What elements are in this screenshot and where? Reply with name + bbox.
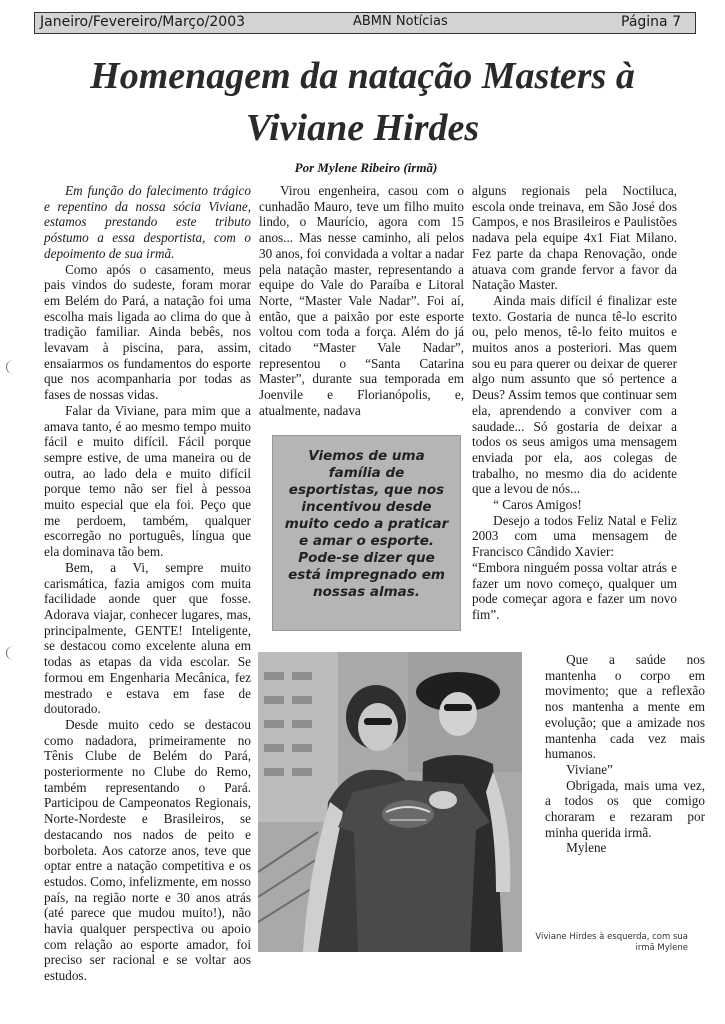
column-1 [44,183,251,984]
signature-viviane: Viviane” [566,761,613,777]
paragraph: Desde muito cedo se destacou como nadadora, primeiramente no Tênis Clube de Belém do Pará, posteriormente no Clube do Remo, também representando o Pará. Participou de Campeonatos Regionais, Norte-Nordeste e Brasileiros, se destacando nos nados de peito e borboleta. Aos catorze anos, teve que optar entre a natação competitiva e os estudos. Como, infelizmente, em nosso país, na região norte e 30 anos atrás (até parece que mudou muito!), não havia qualquer perspectiva ou apoio com relação ao esporte amador, foi preciso ser racional e se voltar aos estudos. [44,716,251,984]
photo-caption: Viviane Hirdes à esquerda, com sua irmã Mylene [535,932,688,953]
title-line-1: Homenagem da natação Masters à [90,55,635,97]
page-header [34,12,696,34]
column-2 [259,183,464,419]
intro-paragraph: Em função do falecimento trágico e repentino da nossa sócia Viviane, estamos prestando este tributo póstumo a essa desportista, com o depoimento de sua irmã. [44,183,251,261]
punch-hole-mark [6,360,21,374]
column-3 [472,183,677,623]
paragraph: Ainda mais difícil é finalizar este texto. Gostaria de nunca tê-lo escrito ou, pelo menos, tê-lo feito muitos e muitos anos a posteriori. Mas quem sou eu para querer ou deixar de querer algo num assunto que só pertence a Deus? Assim temos que continuar sem ela, aprendendo a conviver com a saudade... Só gostaria de deixar a todos os seus amigos uma mensagem enviada por ela, aos colegas de trabalho, no mesmo dia do acidente que a levou de nós... [472,292,677,497]
photo-image [258,652,522,952]
paragraph: Que a saúde nos mantenha o corpo em movimento; que a reflexão nos mantenha a mente em evolução; que a amizade nos mantenha cada vez mais humanos. [545,652,705,762]
byline: Por Mylene Ribeiro (irmã) [294,160,438,175]
publication-name: ABMN Notícias [353,14,448,29]
punch-hole-mark [6,646,21,660]
paragraph: Falar da Viviane, para mim que a amava tanto, é ao mesmo tempo muito fácil e muito difícil. Fácil porque sempre estive, de uma maneira ou de outra, ao lado dela e muito difícil porque temo não ser fiel à pessoa muito especial que ela foi. Peço que me perdoem, também, qualquer escorregão no português, língua que ela dominava tão bem. [44,402,251,560]
paragraph: Virou engenheira, casou com o cunhadão Mauro, teve um filho muito lindo, o Maurício, agora com 15 anos... Mas nesse caminho, ali pelos 30 anos, foi convidada a voltar a nadar pela natação master, representando a equipe do Vale do Paraíba e Litoral Norte, “Master Vale Nadar”. Foi aí, então, que a paixão por este esporte voltou com toda a força. Além do já citado “Master Vale Nadar”, representou o “Santa Catarina Master”, durante sua temporada em Joenvile e Florianópolis, e, atualmente, nadava [259,183,464,418]
paragraph: Desejo a todos Feliz Natal e Feliz 2003 com uma mensagem de Francisco Cândido Xavier: [472,512,677,560]
paragraph: Obrigada, mais uma vez, a todos os que comigo choraram e rezaram por minha querida irmã. [545,777,705,840]
paragraph: alguns regionais pela Noctiluca, escola onde treinava, em São José dos Campos, e nos Brasileiros e Paulistões nadava pela equipe 4x1 Fiat Milano. Fez parte da chapa Renovação, onde atuava com grande fervor a favor da Natação Master. [472,183,677,293]
column-4 [545,652,705,856]
title-line-2: Viviane Hirdes [245,107,480,149]
paragraph: Bem, a Vi, sempre muito carismática, fazia amigos com muita facilidade aonde quer que fosse. Adorava viajar, conhecer lugares, mas, principalmente, GENTE! Inteligente, se destacou como excelente aluna em todas as etapas da vida escolar. Se formou em Engenharia Mecânica, fez mestrado e estava em fase de doutorado. [44,559,251,717]
issue-date: Janeiro/Fevereiro/Março/2003 [40,14,246,30]
paragraph: Como após o casamento, meus pais vindos do sudeste, foram morar em Belém do Pará, a natação foi uma escolha mais ligada ao clima do que à tradição familiar. Ainda bebês, nos levavam à piscina, para, assim, ensaiarmos os fundamentos do esporte que nos acompanharia por todas as fases de nossas vidas. [44,261,251,403]
pull-quote: Viemos de uma família de esportistas, que nos incentivou desde muito cedo a praticar e amar o esporte. Pode-se dizer que está impregnado em nossas almas. [272,435,461,631]
quote-paragraph: “Embora ninguém possa voltar atrás e fazer um novo começo, qualquer um pode começar agora e fazer um novo fim”. [472,559,677,622]
paragraph: “ Caros Amigos! [493,497,582,513]
article-title [20,50,705,154]
signature-mylene: Mylene [566,840,607,856]
page-number: Página 7 [621,14,681,30]
photo [258,652,522,952]
